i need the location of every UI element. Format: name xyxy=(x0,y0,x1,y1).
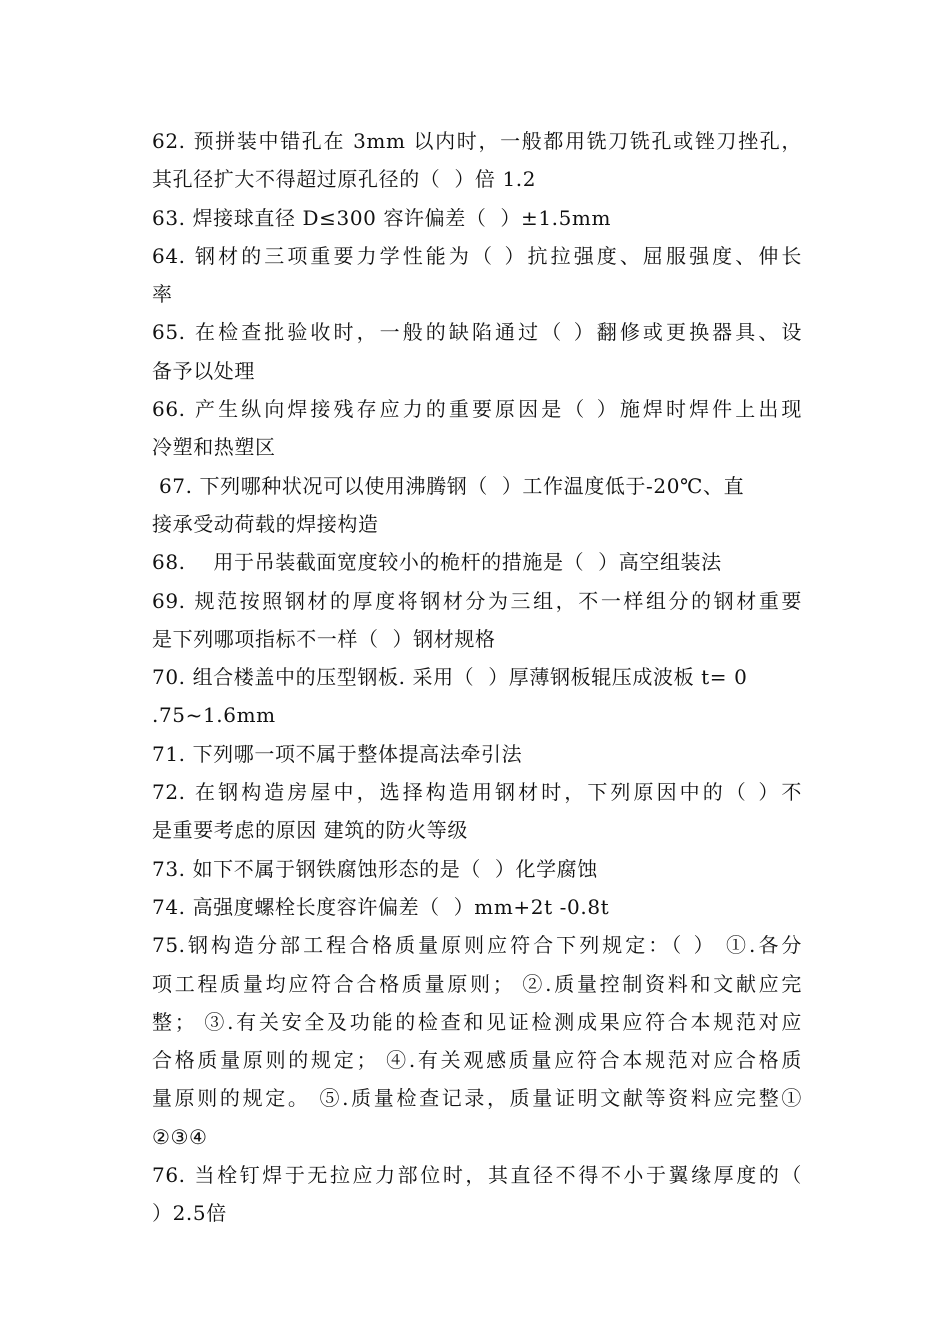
text-line-67b: 接承受动荷载的焊接构造 xyxy=(152,511,379,536)
text-line-68: 68. 用于吊装截面宽度较小的桅杆的措施是（ ）高空组装法 xyxy=(152,550,722,575)
text-line-75a: 75.钢构造分部工程合格质量原则应符合下列规定：（ ） ①.各分 xyxy=(152,933,802,958)
text-line-63: 63. 焊接球直径 D≤300 容许偏差（ ）±1.5mm xyxy=(152,205,612,230)
text-line-65a: 65. 在检查批验收时，一般的缺陷通过（ ）翻修或更换器具、设 xyxy=(152,320,802,345)
text-line-75d: 合格质量原则的规定； ④.有关观感质量应符合本规范对应合格质 xyxy=(152,1048,802,1073)
text-line-69b: 是下列哪项指标不一样（ ）钢材规格 xyxy=(152,626,496,651)
text-line-73: 73. 如下不属于钢铁腐蚀形态的是（ ）化学腐蚀 xyxy=(152,856,598,881)
text-line-72a: 72. 在钢构造房屋中，选择构造用钢材时，下列原因中的（ ）不 xyxy=(152,780,802,805)
text-line-76a: 76. 当栓钉焊于无拉应力部位时，其直径不得不小于翼缘厚度的（ xyxy=(152,1163,802,1188)
text-line-72b: 是重要考虑的原因 建筑的防火等级 xyxy=(152,818,468,843)
text-line-75e: 量原则的规定。 ⑤.质量检查记录，质量证明文献等资料应完整① xyxy=(152,1086,802,1111)
text-line-65b: 备予以处理 xyxy=(152,358,255,383)
text-line-75f: ②③④ xyxy=(152,1124,208,1149)
text-line-69a: 69. 规范按照钢材的厚度将钢材分为三组，不一样组分的钢材重要 xyxy=(152,588,802,613)
document-page xyxy=(152,122,802,1233)
text-line-64a: 64. 钢材的三项重要力学性能为（ ）抗拉强度、屈服强度、伸长 xyxy=(152,243,802,268)
text-line-75c: 整； ③.有关安全及功能的检查和见证检测成果应符合本规范对应 xyxy=(152,1009,802,1034)
text-line-66b: 冷塑和热塑区 xyxy=(152,435,276,460)
text-line-71: 71. 下列哪一项不属于整体提高法牵引法 xyxy=(152,741,523,766)
text-line-67a: 67. 下列哪种状况可以使用沸腾钢（ ）工作温度低于-20℃、直 xyxy=(152,473,745,498)
text-line-70a: 70. 组合楼盖中的压型钢板. 采用（ ）厚薄钢板辊压成波板 t= 0 xyxy=(152,665,748,690)
text-line-62b: 其孔径扩大不得超过原孔径的（ ）倍 1.2 xyxy=(152,167,537,192)
text-line-62a: 62. 预拼装中错孔在 3mm 以内时，一般都用铣刀铣孔或锉刀挫孔， xyxy=(152,129,802,153)
text-line-76b: ）2.5倍 xyxy=(152,1201,227,1226)
text-line-75b: 项工程质量均应符合合格质量原则； ②.质量控制资料和文献应完 xyxy=(152,971,802,996)
text-line-70b: .75~1.6mm xyxy=(152,703,276,728)
text-line-64b: 率 xyxy=(152,282,173,307)
text-line-66a: 66. 产生纵向焊接残存应力的重要原因是（ ）施焊时焊件上出现 xyxy=(152,397,802,422)
text-line-74: 74. 高强度螺栓长度容许偏差（ ）mm+2t -0.8t xyxy=(152,894,610,919)
